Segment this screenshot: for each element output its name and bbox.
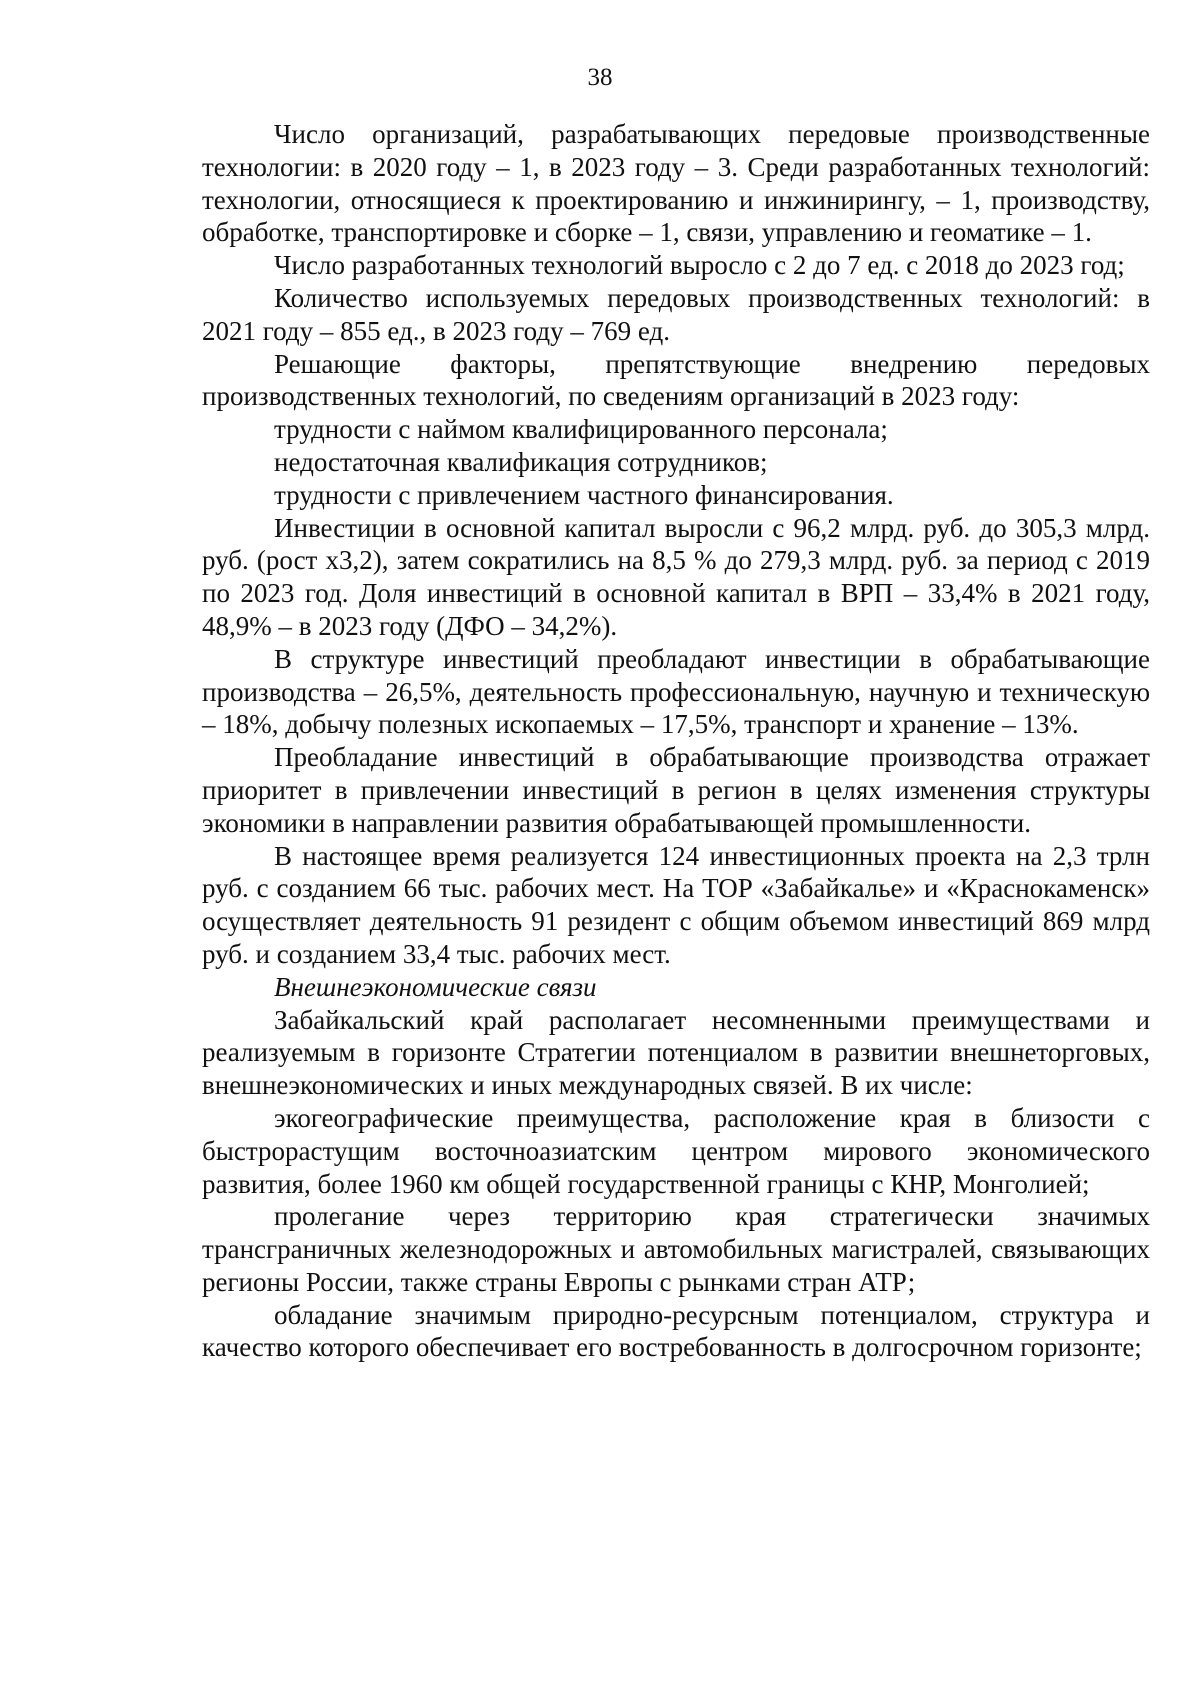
paragraph-investment-structure: В структуре инвестиций преобладают инвестиции в обрабатывающие производства – 26,5%, деятельность профессиональную, научную и техническую – 18%, добычу полезных ископаемых – 17,5%, транспорт и хранение – 13%. (202, 643, 1150, 740)
list-item-natural-resources: обладание значимым природно-ресурсным потенциалом, структура и качество которого обеспечивает его востребованность в долгосрочном горизонте; (202, 1299, 1150, 1363)
section-heading-foreign-economic-relations: Внешнеэкономические связи (274, 971, 597, 1002)
list-item-ecogeographic: экогеографические преимущества, расположение края в близости с быстрорастущим восточноазиатским центром мирового экономического развития, более 1960 км общей государственной границы с КНР, Монголией; (202, 1102, 1150, 1199)
paragraph-capital-investment: Инвестиции в основной капитал выросли с 96,2 млрд. руб. до 305,3 млрд. руб. (рост x3,2), затем сократились на 8,5 % до 279,3 млрд. руб. за период с 2019 по 2023 год. Доля инвестиций в основной капитал в ВРП – 33,4% в 2021 году, 48,9% – в 2023 году (ДФО – 34,2%). (202, 512, 1150, 641)
list-item-transboundary-routes: пролегание через территорию края стратегически значимых трансграничных железнодорожных и автомобильных магистралей, связывающих регионы России, также страны Европы с рынками стран АТР; (202, 1201, 1150, 1297)
paragraph-advanced-tech-organizations: Число организаций, разрабатывающих передовые производственные технологии: в 2020 году – 1, в 2023 году – 3. Среди разработанных технологий: технологии, относящиеся к проектированию и инжинирингу, – 1, производству, обработке, транспортировке и сборке – 1, связи, управлению и геоматике – 1. (202, 119, 1150, 248)
page-number: 38 (587, 64, 613, 91)
paragraph-region-advantages: Забайкальский край располагает несомненными преимуществами и реализуемым в горизонте Стратегии потенциалом в развитии внешнеторговых, внешнеэкономических и иных международных связей. В их числе: (202, 1004, 1150, 1101)
paragraph-used-technologies: Количество используемых передовых производственных технологий: в 2021 году – 855 ед., в 2023 году – 769 ед. (202, 282, 1150, 346)
document-body (202, 118, 1150, 1364)
list-item-hiring-difficulties: трудности с наймом квалифицированного персонала; (274, 414, 888, 445)
list-item-qualification: недостаточная квалификация сотрудников; (274, 446, 768, 477)
paragraph-investment-projects: В настоящее время реализуется 124 инвестиционных проекта на 2,3 трлн руб. с созданием 66 тыс. рабочих мест. На ТОР «Забайкалье» и «Краснокаменск» осуществляет деятельность 91 резидент с общим объемом инвестиций 869 млрд руб. и созданием 33,4 тыс. рабочих мест. (202, 840, 1150, 969)
paragraph-manufacturing-priority: Преобладание инвестиций в обрабатывающие производства отражает приоритет в привлечении инвестиций в регион в целях изменения структуры экономики в направлении развития обрабатывающей промышленности. (202, 742, 1150, 838)
paragraph-developed-technologies: Число разработанных технологий выросло с 2 до 7 ед. с 2018 до 2023 год; (274, 250, 1125, 281)
list-item-financing: трудности с привлечением частного финансирования. (274, 479, 894, 510)
paragraph-deciding-factors: Решающие факторы, препятствующие внедрению передовых производственных технологий, по сведениям организаций в 2023 году: (202, 348, 1150, 412)
